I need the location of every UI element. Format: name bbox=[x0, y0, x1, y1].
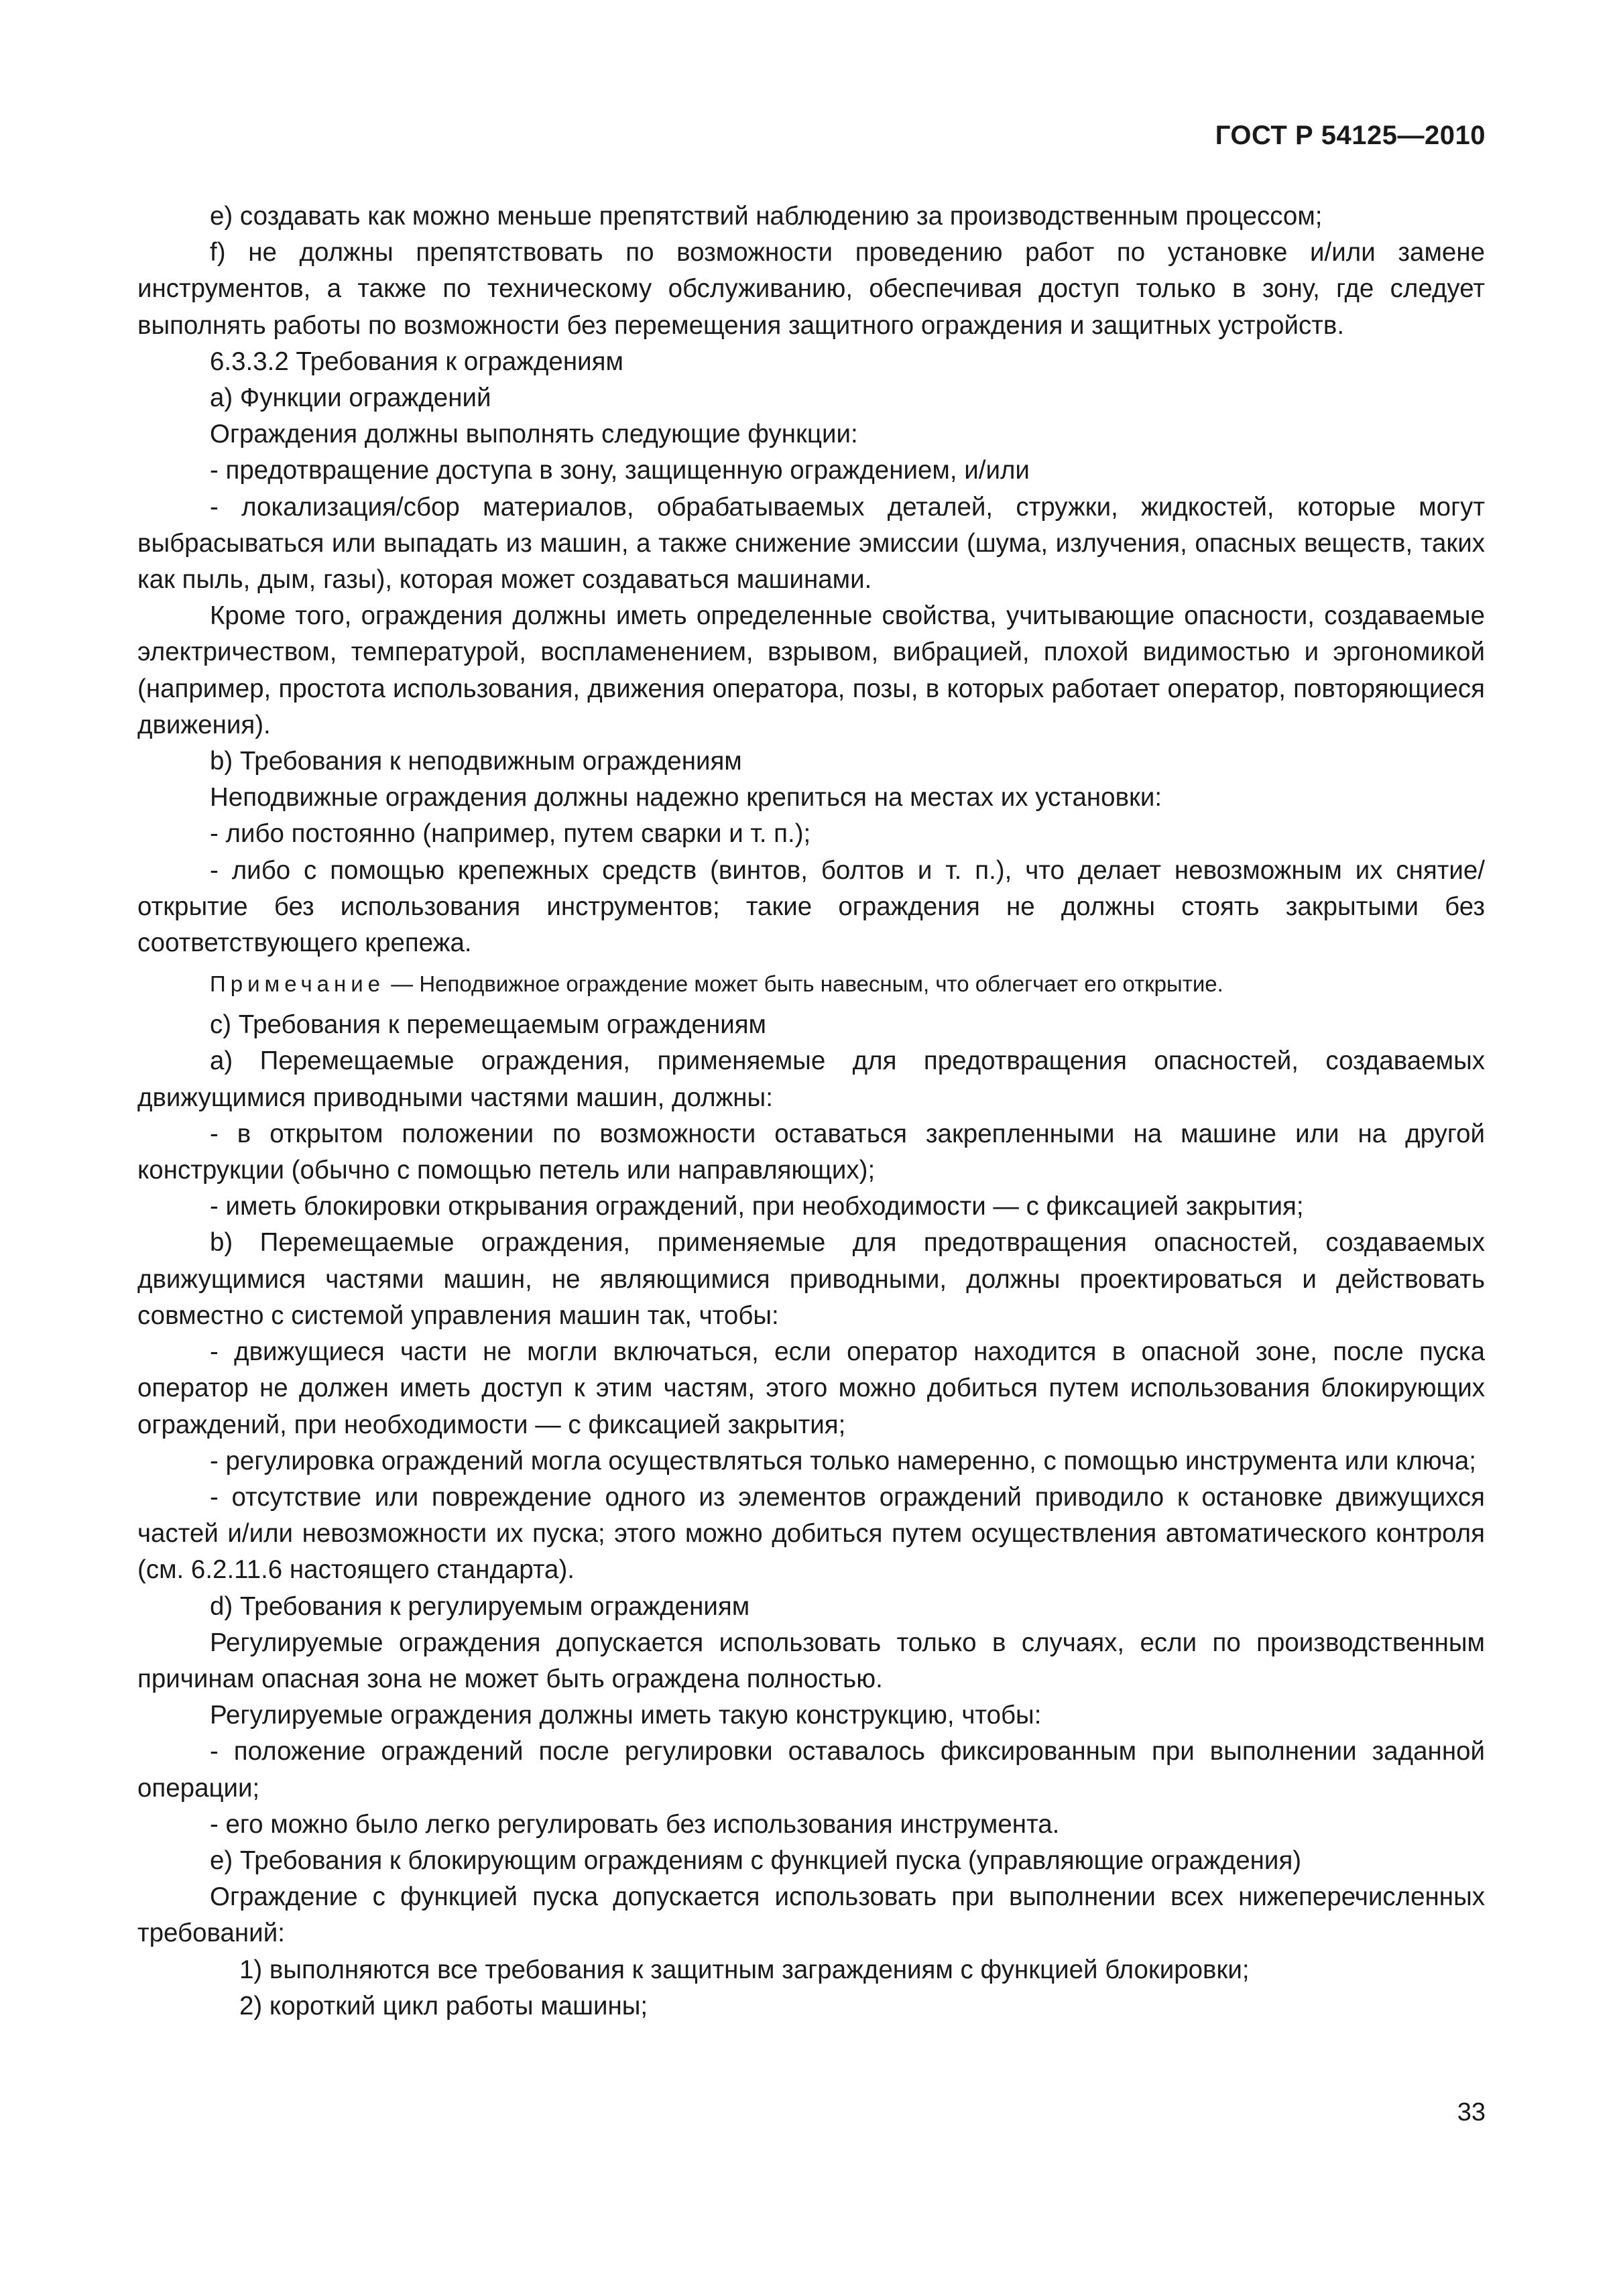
subsection-heading: d) Требования к регулируемым ограждениям bbox=[210, 1591, 750, 1621]
list-item: - локализация/сбор материалов, обрабатываемых деталей, стружки, жидкостей, которые могут выбрасываться или выпадать из машин, а также снижение эмиссии (шума, излучения, опасных веществ, таких как пыль, дым, газы), которая может создаваться машинами. bbox=[137, 492, 1485, 595]
numbered-item: 1) выполняются все требования к защитным заграждениям с функцией блокировки; bbox=[239, 1955, 1250, 1984]
list-item: - положение ограждений после регулировки оставалось фиксированным при выполнении заданной операции; bbox=[137, 1737, 1485, 1803]
document-code-header: ГОСТ Р 54125—2010 bbox=[1215, 121, 1486, 150]
paragraph: Неподвижные ограждения должны надежно крепиться на местах их установки: bbox=[210, 783, 1162, 812]
note-paragraph bbox=[137, 968, 1485, 1000]
section-heading: 6.3.3.2 Требования к ограждениям bbox=[210, 347, 623, 376]
document-body bbox=[137, 198, 1485, 2025]
paragraph: b) Перемещаемые ограждения, применяемые для предотвращения опасностей, создаваемых движущимися частями машин, не являющимися приводными, должны проектироваться и действовать совместно с системой управления машин так, чтобы: bbox=[137, 1228, 1485, 1330]
note-label: Примечание bbox=[210, 971, 385, 997]
numbered-item: 2) короткий цикл работы машины; bbox=[239, 1991, 648, 2020]
subsection-heading: b) Требования к неподвижным ограждениям bbox=[210, 747, 742, 776]
list-item: - иметь блокировки открывания ограждений, при необходимости — с фиксацией закрытия; bbox=[210, 1192, 1304, 1221]
list-item: - регулировка ограждений могла осуществляться только намеренно, с помощью инструмента или ключа; bbox=[210, 1446, 1476, 1475]
paragraph: Регулируемые ограждения должны иметь такую конструкцию, чтобы: bbox=[210, 1701, 1042, 1730]
paragraph: Ограждения должны выполнять следующие функции: bbox=[210, 420, 858, 449]
paragraph: Регулируемые ограждения допускается использовать только в случаях, если по производственным причинам опасная зона не может быть ограждена полностью. bbox=[137, 1628, 1485, 1693]
subsection-heading: а) Функции ограждений bbox=[210, 383, 491, 413]
paragraph: Ограждение с функцией пуска допускается использовать при выполнении всех нижеперечисленных требований: bbox=[137, 1882, 1485, 1948]
paragraph: Кроме того, ограждения должны иметь определенные свойства, учитывающие опасности, создаваемые электричеством, температурой, воспламенением, взрывом, вибрацией, плохой видимостью и эргономикой (например, простота использования, движения оператора, позы, в которых работает оператор, повторяющиеся движения). bbox=[137, 601, 1485, 739]
note-text: — Неподвижное ограждение может быть навесным, что облегчает его открытие. bbox=[385, 971, 1223, 997]
list-item: - либо с помощью крепежных средств (винтов, болтов и т. п.), что делает невозможным их снятие/открытие без использования инструментов; такие ограждения не должны стоять закрытыми без соответствующего крепежа. bbox=[137, 855, 1485, 958]
paragraph: а) Перемещаемые ограждения, применяемые для предотвращения опасностей, создаваемых движущимися приводными частями машин, должны: bbox=[137, 1046, 1485, 1112]
paragraph: f) не должны препятствовать по возможности проведению работ по установке и/или замене инструментов, а также по техническому обслуживанию, обеспечивая доступ только в зону, где следует выполнять работы по возможности без перемещения защитного ограждения и защитных устройств. bbox=[137, 238, 1485, 340]
subsection-heading: с) Требования к перемещаемым ограждениям bbox=[210, 1010, 767, 1040]
page-number: 33 bbox=[1457, 2098, 1486, 2126]
list-item: - движущиеся части не могли включаться, если оператор находится в опасной зоне, после пуска оператор не должен иметь доступ к этим частям, этого можно добиться путем использования блокирующих ограждений, при необходимости — с фиксацией закрытия; bbox=[137, 1337, 1485, 1439]
list-item: - в открытом положении по возможности оставаться закрепленными на машине или на другой конструкции (обычно с помощью петель или направляющих); bbox=[137, 1119, 1485, 1185]
paragraph: е) создавать как можно меньше препятствий наблюдению за производственным процессом; bbox=[210, 202, 1323, 231]
subsection-heading: е) Требования к блокирующим ограждениям с функцией пуска (управляющие ограждения) bbox=[210, 1846, 1302, 1875]
list-item: - его можно было легко регулировать без использования инструмента. bbox=[210, 1809, 1060, 1839]
list-item: - отсутствие или повреждение одного из элементов ограждений приводило к остановке движущихся частей и/или невозможности их пуска; этого можно добиться путем осуществления автоматического контроля (см. 6.2.11.6 настоящего стандарта). bbox=[137, 1482, 1485, 1585]
list-item: - либо постоянно (например, путем сварки и т. п.); bbox=[210, 819, 811, 849]
list-item: - предотвращение доступа в зону, защищенную ограждением, и/или bbox=[210, 456, 1030, 485]
